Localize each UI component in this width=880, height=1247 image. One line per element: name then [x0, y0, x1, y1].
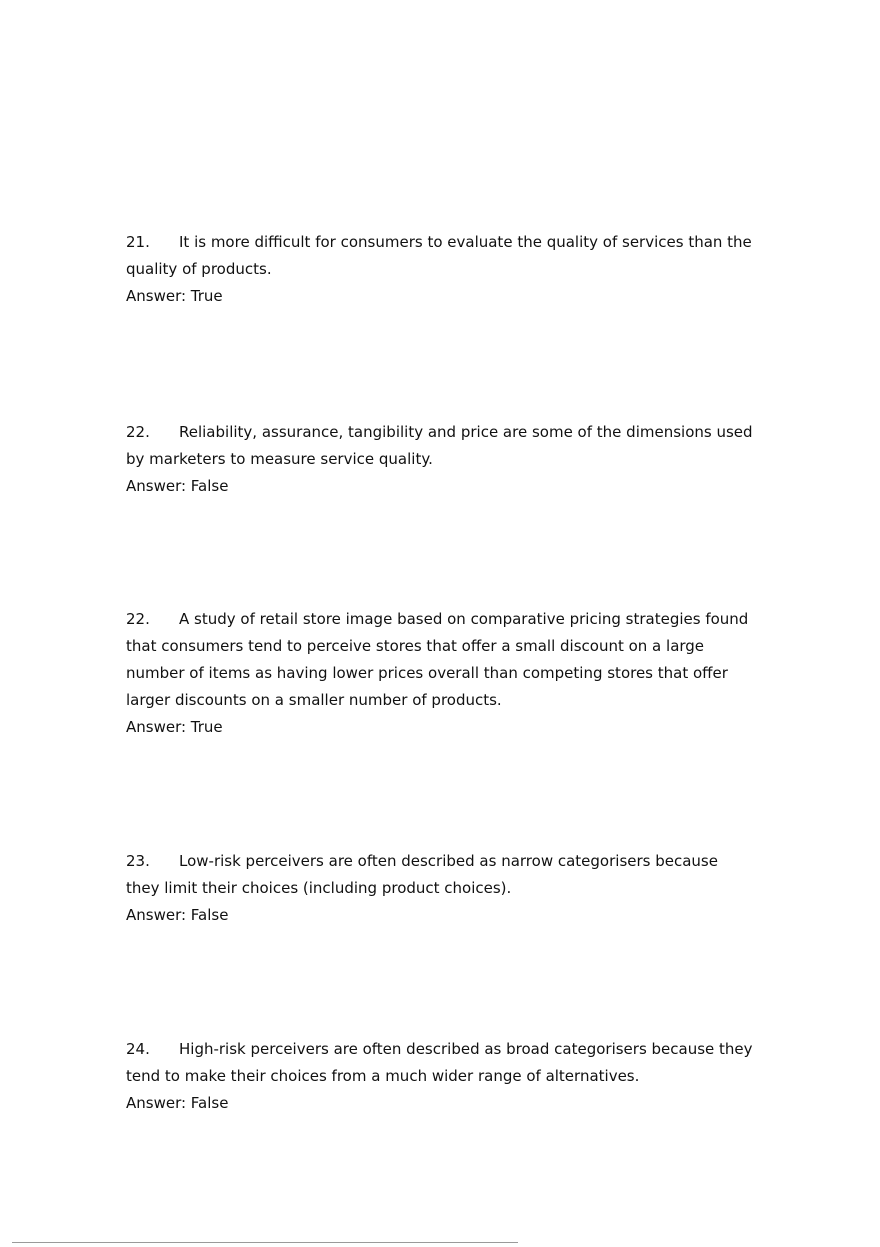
- question-body: Low-risk perceivers are often described as narrow categorisers because they limit their choices (including product choices).: [126, 852, 718, 897]
- footer-divider: [12, 1242, 518, 1243]
- question-body: A study of retail store image based on comparative pricing strategies found that consumers tend to perceive stores that offer a small discount on a large number of items as having lower prices overall than competing stores that offer larger discounts on a smaller number of products.: [126, 610, 749, 709]
- question-22: [126, 419, 756, 500]
- question-number: 22.: [126, 423, 150, 441]
- question-24: [126, 1036, 756, 1117]
- answer: Answer: False: [126, 1094, 229, 1112]
- question-number: 22.: [126, 610, 150, 628]
- answer: Answer: True: [126, 287, 223, 305]
- question-number: 24.: [126, 1040, 150, 1058]
- question-text: [126, 229, 756, 283]
- question-body: High-risk perceivers are often described as broad categorisers because they tend to make their choices from a much wider range of alternatives.: [126, 1040, 753, 1085]
- question-text: [126, 848, 756, 902]
- question-number: 21.: [126, 233, 150, 251]
- question-text: [126, 606, 756, 714]
- answer: Answer: False: [126, 906, 229, 924]
- question-23: [126, 848, 756, 929]
- question-text: [126, 419, 756, 473]
- question-body: Reliability, assurance, tangibility and price are some of the dimensions used by marketers to measure service quality.: [126, 423, 753, 468]
- answer: Answer: False: [126, 477, 229, 495]
- question-number: 23.: [126, 852, 150, 870]
- answer: Answer: True: [126, 718, 223, 736]
- question-body: It is more difficult for consumers to evaluate the quality of services than the quality of products.: [126, 233, 752, 278]
- question-22b: [126, 606, 756, 741]
- question-text: [126, 1036, 756, 1090]
- question-21: [126, 229, 756, 310]
